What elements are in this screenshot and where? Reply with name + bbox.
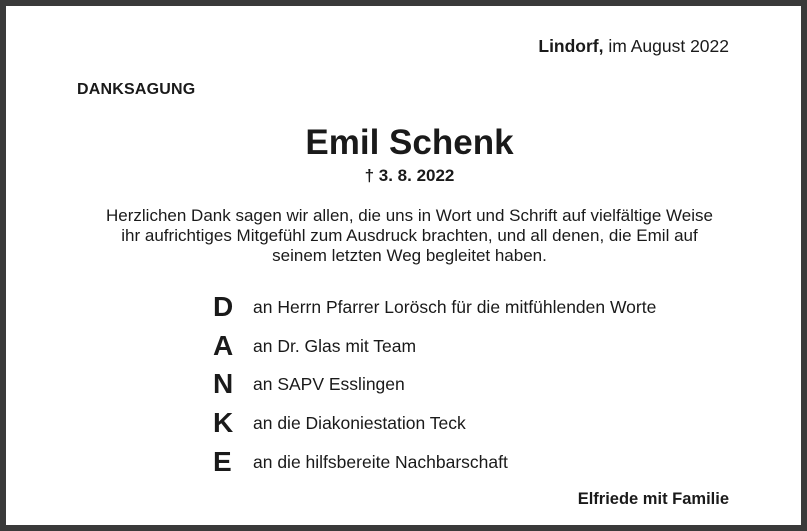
danke-letter: N — [213, 368, 234, 400]
danke-letter: E — [213, 445, 232, 477]
danke-text: an SAPV Esslingen — [253, 374, 405, 395]
place-name: Lindorf, — [538, 36, 604, 56]
danke-list — [213, 288, 656, 481]
danke-text: an die Diakoniestation Teck — [253, 413, 466, 434]
place-date-line — [538, 36, 729, 56]
danke-text: an die hilfsbereite Nachbarschaft — [253, 451, 508, 472]
danke-item — [213, 442, 656, 481]
danke-letter: A — [213, 329, 234, 361]
danke-item — [213, 327, 656, 366]
date-text: im August 2022 — [603, 36, 729, 56]
signature: Elfriede mit Familie — [577, 490, 729, 508]
danke-text: an Dr. Glas mit Team — [253, 335, 417, 356]
message-line: seinem letzten Weg begleitet haben. — [272, 246, 547, 265]
deceased-name: Emil Schenk — [305, 123, 514, 162]
danke-item — [213, 288, 656, 327]
notice-heading: DANKSAGUNG — [77, 81, 196, 98]
thank-you-message — [66, 206, 753, 266]
danke-item — [213, 365, 656, 404]
message-line: ihr aufrichtiges Mitgefühl zum Ausdruck brachten, und all denen, die Emil auf — [121, 226, 698, 245]
death-date: † 3. 8. 2022 — [364, 166, 455, 185]
danke-letter: K — [213, 407, 234, 439]
danke-letter: D — [213, 291, 234, 323]
danke-text: an Herrn Pfarrer Lorösch für die mitfühlenden Worte — [253, 297, 657, 318]
danke-item — [213, 404, 656, 443]
message-line: Herzlichen Dank sagen wir allen, die uns in Wort und Schrift auf vielfältige Weise — [106, 206, 713, 225]
